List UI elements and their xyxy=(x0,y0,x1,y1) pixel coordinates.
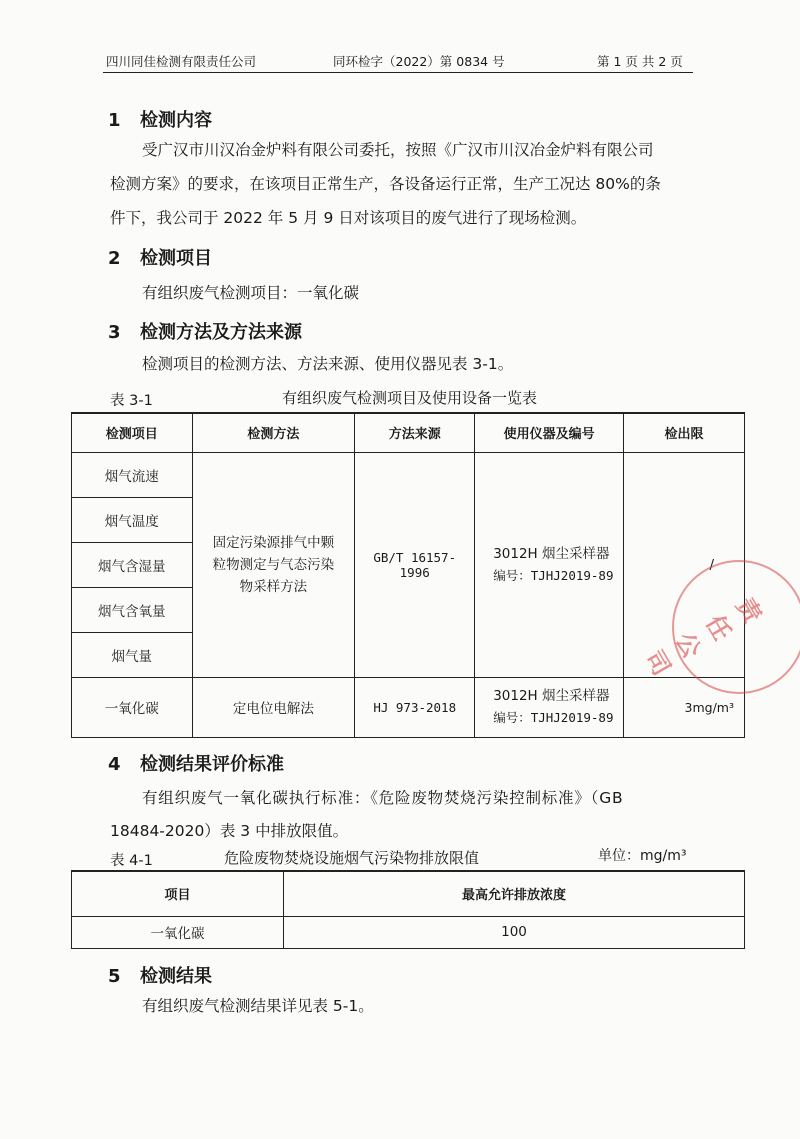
col-header-item: 项目 xyxy=(72,871,284,916)
section-1-line-3: 件下，我公司于 2022 年 5 月 9 日对该项目的废气进行了现场检测。 xyxy=(110,209,587,227)
table-row xyxy=(72,916,745,948)
col-header-item: 检测项目 xyxy=(72,413,193,452)
table-4-1-title: 危险废物焚烧设施烟气污染物排放限值 xyxy=(224,849,480,867)
section-1-line-2: 检测方案》的要求，在该项目正常生产，各设备运行正常，生产工况达 80%的条 xyxy=(110,175,661,193)
table-3-1-title: 有组织废气检测项目及使用设备一览表 xyxy=(282,389,538,407)
item-cell: 烟气流速 xyxy=(72,452,193,497)
header-report-no: 同环检字（2022）第 0834 号 xyxy=(333,54,505,69)
table-row xyxy=(72,677,745,737)
section-2-text: 有组织废气检测项目：一氧化碳 xyxy=(142,284,360,302)
section-4-line-2: 18484-2020）表 3 中排放限值。 xyxy=(110,822,349,840)
section-5-heading: 5 检测结果 xyxy=(108,966,212,987)
section-4-line-1: 有组织废气一氧化碳执行标准：《危险废物焚烧污染控制标准》（GB xyxy=(142,789,624,807)
col-header-limit: 检出限 xyxy=(624,413,745,452)
limit-cell: / xyxy=(624,452,745,677)
table-4-1 xyxy=(71,870,745,949)
table-3-1 xyxy=(71,412,745,738)
source-cell: GB/T 16157-1996 xyxy=(355,452,475,677)
section-1-line-1: 受广汉市川汉冶金炉料有限公司委托，按照《广汉市川汉冶金炉料有限公司 xyxy=(142,141,654,159)
section-2-heading: 2 检测项目 xyxy=(108,248,212,269)
stamp-text: 责任公司 xyxy=(639,593,768,683)
source-cell: HJ 973-2018 xyxy=(355,677,475,737)
section-3-text: 检测项目的检测方法、方法来源、使用仪器见表 3-1。 xyxy=(142,355,514,373)
col-header-max-concentration: 最高允许排放浓度 xyxy=(284,871,745,916)
instrument-cell: 3012H 烟尘采样器 编号：TJHJ2019-89 xyxy=(475,677,624,737)
header-page-number: 第 1 页 共 2 页 xyxy=(597,54,683,69)
item-cell: 烟气含湿量 xyxy=(72,542,193,587)
header-company: 四川同佳检测有限责任公司 xyxy=(106,54,257,69)
table-row xyxy=(72,452,745,497)
table-3-1-label: 表 3-1 xyxy=(110,393,153,409)
table-4-1-label: 表 4-1 xyxy=(110,853,153,869)
section-4-heading: 4 检测结果评价标准 xyxy=(108,754,284,775)
section-1-heading: 1 检测内容 xyxy=(108,110,212,131)
item-cell: 一氧化碳 xyxy=(72,916,284,948)
col-header-method: 检测方法 xyxy=(192,413,355,452)
method-cell: 固定污染源排气中颗粒物测定与气态污染物采样方法 xyxy=(192,452,355,677)
item-cell: 烟气温度 xyxy=(72,497,193,542)
item-cell: 烟气量 xyxy=(72,632,193,677)
col-header-instrument: 使用仪器及编号 xyxy=(475,413,624,452)
section-3-heading: 3 检测方法及方法来源 xyxy=(108,322,302,343)
header-rule xyxy=(103,72,693,73)
table-4-1-unit: 单位：mg/m³ xyxy=(598,848,687,864)
instrument-cell: 3012H 烟尘采样器 编号：TJHJ2019-89 xyxy=(475,452,624,677)
limit-cell: 3mg/m³ xyxy=(624,677,745,737)
method-cell: 定电位电解法 xyxy=(192,677,355,737)
col-header-source: 方法来源 xyxy=(355,413,475,452)
section-5-text: 有组织废气检测结果详见表 5-1。 xyxy=(142,997,374,1015)
value-cell: 100 xyxy=(284,916,745,948)
item-cell: 烟气含氧量 xyxy=(72,587,193,632)
item-cell: 一氧化碳 xyxy=(72,677,193,737)
